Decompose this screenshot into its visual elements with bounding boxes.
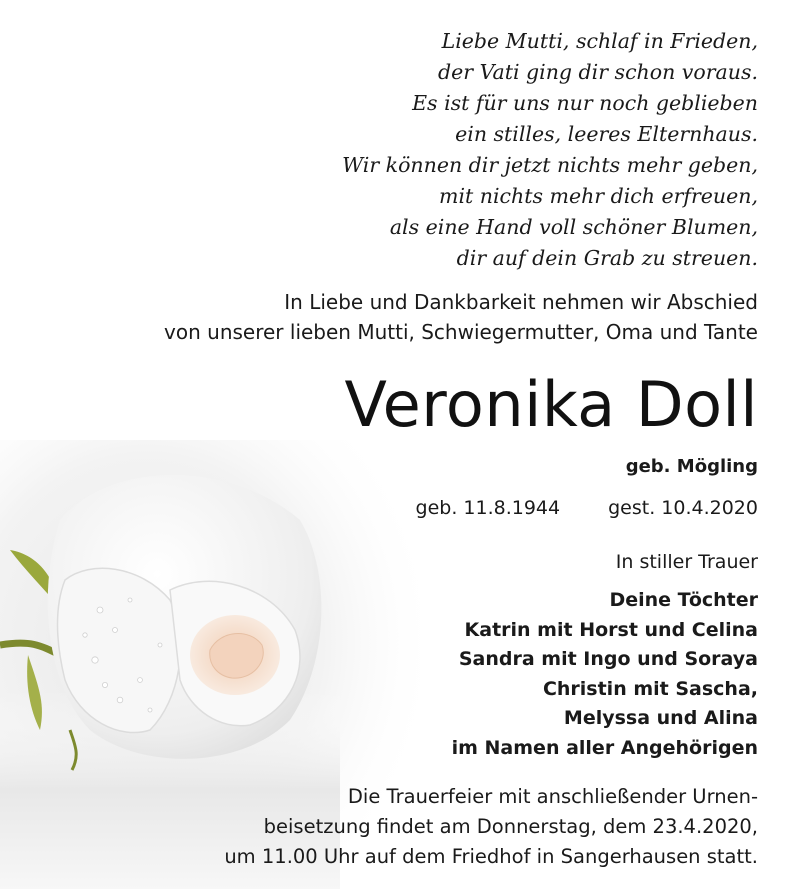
service-line: um 11.00 Uhr auf dem Friedhof in Sangerhausen statt. bbox=[224, 845, 758, 868]
intro-line: von unserer lieben Mutti, Schwiegermutter, Oma und Tante bbox=[164, 320, 758, 344]
poem-line: Es ist für uns nur noch geblieben bbox=[412, 91, 758, 115]
poem-line: als eine Hand voll schöner Blumen, bbox=[389, 215, 758, 239]
life-dates bbox=[416, 495, 758, 521]
mourner-line: im Namen aller Angehörigen bbox=[451, 736, 758, 759]
service-line: beisetzung findet am Donnerstag, dem 23.4.2020, bbox=[263, 815, 758, 838]
death-date: gest. 10.4.2020 bbox=[608, 497, 758, 519]
mourner-line: Katrin mit Horst und Celina bbox=[464, 618, 758, 641]
farewell-intro bbox=[164, 287, 758, 347]
mourner-line: Deine Töchter bbox=[609, 589, 758, 611]
poem-line: Liebe Mutti, schlaf in Frieden, bbox=[441, 29, 758, 53]
deceased-name: Veronika Doll bbox=[344, 368, 758, 441]
mourner-line: Melyssa und Alina bbox=[563, 707, 758, 729]
service-line: Die Trauerfeier mit anschließender Urnen- bbox=[347, 785, 758, 808]
maiden-name: geb. Mögling bbox=[625, 456, 758, 477]
birth-date: geb. 11.8.1944 bbox=[415, 497, 561, 519]
poem-line: ein stilles, leeres Elternhaus. bbox=[455, 122, 758, 146]
poem-line: dir auf dein Grab zu streuen. bbox=[456, 246, 758, 270]
mourner-line: Sandra mit Ingo und Soraya bbox=[458, 648, 758, 670]
mourning-heading: In stiller Trauer bbox=[615, 551, 758, 573]
intro-line: In Liebe und Dankbarkeit nehmen wir Abschied bbox=[284, 290, 758, 314]
poem-line: mit nichts mehr dich erfreuen, bbox=[439, 184, 758, 208]
poem-line: Wir können dir jetzt nichts mehr geben, bbox=[342, 153, 758, 177]
mourners-list bbox=[452, 586, 758, 763]
mourner-line: Christin mit Sascha, bbox=[542, 677, 758, 700]
memorial-poem bbox=[342, 26, 758, 274]
funeral-service-info bbox=[224, 782, 758, 872]
poem-line: der Vati ging dir schon voraus. bbox=[438, 60, 758, 84]
